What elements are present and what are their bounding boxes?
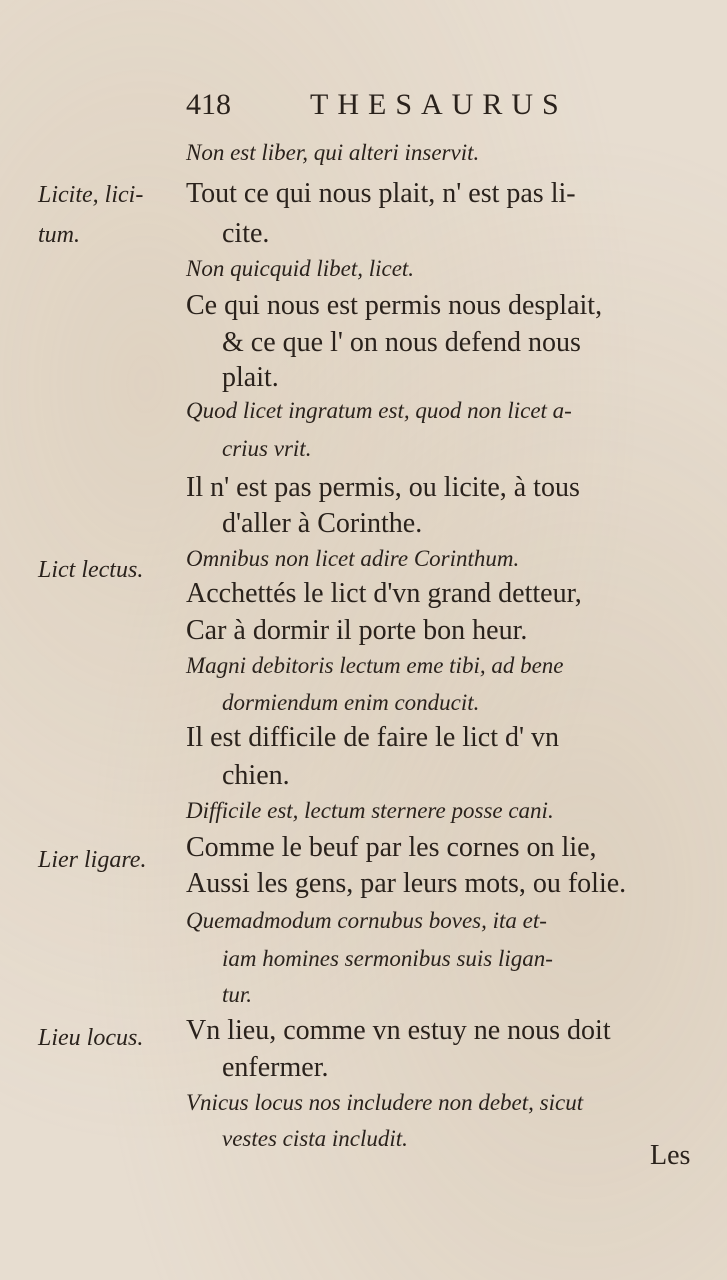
running-title: THESAURUS [310,88,568,121]
text-line: cite. [222,218,270,249]
text-line: dormiendum enim conducit. [222,690,480,715]
text-line: Non quicquid libet, licet. [186,256,415,281]
text-line: Difficile est, lectum sternere posse cani. [186,798,554,823]
text-line: chien. [222,760,290,791]
text-line: Car à dormir il porte bon heur. [186,615,528,646]
text-line: vestes cista includit. [222,1126,408,1151]
text-line: Quemadmodum cornubus boves, ita et- [186,908,547,933]
text-line: Aussi les gens, par leurs mots, ou folie. [186,868,627,899]
page-header [186,88,626,128]
text-line: Omnibus non licet adire Corinthum. [186,546,520,571]
text-line: Magni debitoris lectum eme tibi, ad bene [186,653,564,678]
page-number: 418 [186,88,231,121]
text-line: Ce qui nous est permis nous desplait, [186,290,603,321]
text-line: d'aller à Corinthe. [222,508,423,539]
text-line: Il n' est pas permis, ou licite, à tous [186,472,580,503]
text-line: Il est difficile de faire le lict d' vn [186,722,560,753]
text-line: iam homines sermonibus suis ligan- [222,946,553,971]
text-line: crius vrit. [222,436,312,461]
text-line: Quod licet ingratum est, quod non licet a- [186,398,572,423]
text-line: Tout ce qui nous plait, n' est pas li- [186,178,576,209]
text-line: Comme le beuf par les cornes on lie, [186,832,597,863]
margin-heading-lier: Lier ligare. [38,847,147,873]
text-line: & ce que l' on nous defend nous [222,327,581,358]
margin-heading-lict: Lict lectus. [38,557,144,583]
catchword: Les [650,1140,691,1171]
text-line: Acchettés le lict d'vn grand detteur, [186,578,582,609]
margin-heading-licite: Licite, lici- [38,182,144,208]
text-line: tur. [222,982,253,1007]
margin-heading-lieu: Lieu locus. [38,1025,144,1051]
margin-heading-licite-cont: tum. [38,222,80,248]
text-line: enfermer. [222,1052,329,1083]
text-line: Vn lieu, comme vn estuy ne nous doit [186,1015,611,1046]
text-line: Vnicus locus nos includere non debet, sicut [186,1090,584,1115]
text-line: Non est liber, qui alteri inservit. [186,140,480,165]
text-line: plait. [222,362,279,393]
